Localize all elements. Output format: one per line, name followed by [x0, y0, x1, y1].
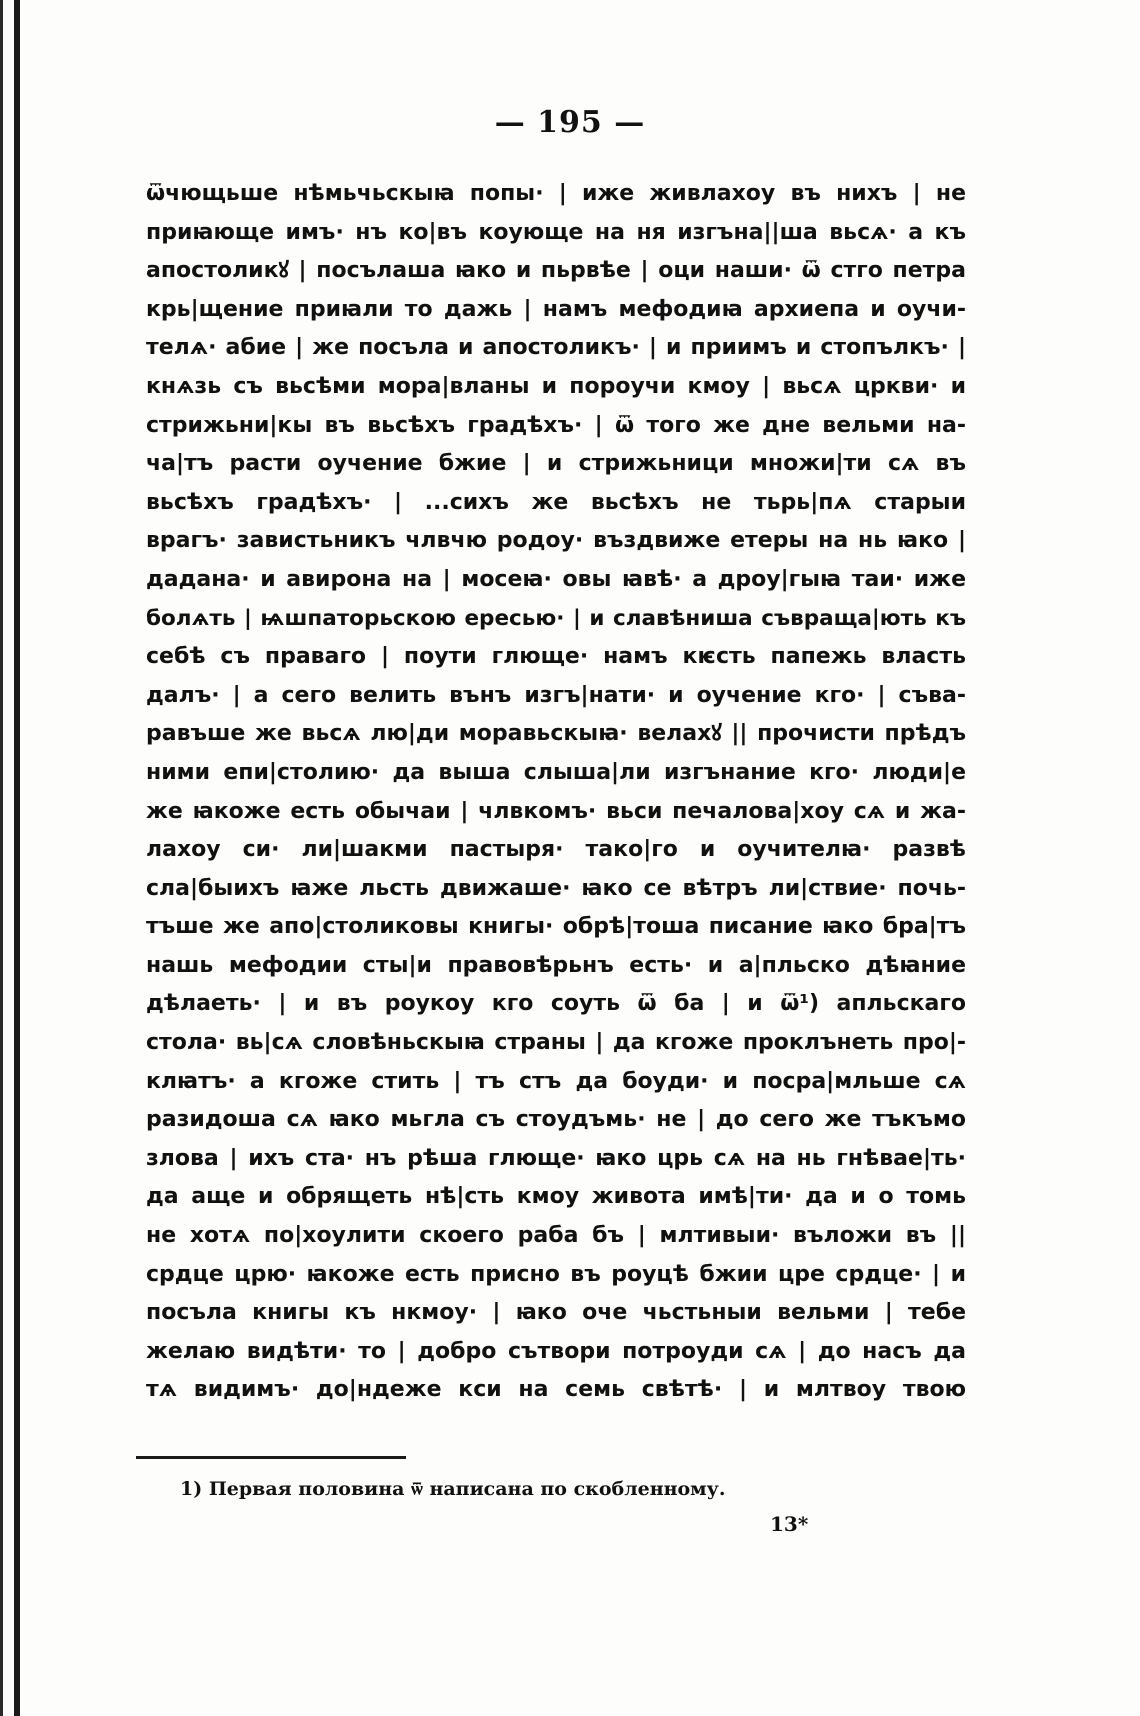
text-line: посъла книгы къ нкмоу· | ꙗко оче чьстьныи вельми | тебе: [146, 1300, 966, 1326]
binding-edge: [14, 0, 20, 1716]
text-line: стола· вь|сѧ словѣньскыꙗ страны | да кгоже проклънеть про|-: [146, 1030, 966, 1056]
text-line: кнѧзь съ вьсѣми мора|вланы и пороучи кмоу | вьсѧ цркви· и: [146, 373, 966, 399]
text-line: телѧ· абие | же посъла и апостоликъ· | и приимъ и стопълкъ· |: [146, 335, 966, 361]
text-line: да аще и обрящеть нѣ|сть кмоу живота имѣ|ти· да и о томь: [146, 1184, 966, 1210]
text-line: далъ· | а сего велить вънъ изгъ|нати· и оучение кго· | съва-: [146, 682, 966, 708]
text-line: себѣ съ праваго | поути глюще· намъ кѥсть папежь власть: [146, 644, 966, 670]
text-line: не хотѧ по|хоулити скоего раба бъ | млтивыи· въложи въ ||: [146, 1223, 966, 1249]
text-line: лахоу си· ли|шакми пастыря· тако|го и оучителꙗ· развѣ: [146, 837, 966, 863]
text-line: болѧть | ѩшпаторьскою ересью· | и славѣниша съвраща|ють къ: [146, 605, 966, 631]
text-line: нашь мефодии сты|и правовѣрьнъ есть· и а|пльско дѣꙗние: [146, 952, 966, 978]
signature-mark: 13*: [770, 1512, 809, 1536]
page-number: — 195 —: [494, 105, 646, 140]
text-line: врагъ· завистьникъ члвчю родоу· въздвиже етеры на нь ꙗко |: [146, 528, 966, 554]
text-line: равъше же вьсѧ лю|ди моравьскыꙗ· велахꙋ || прочисти прѣдъ: [146, 721, 966, 747]
footnote: 1) Первая половина ѿ написана по скобленному.: [180, 1478, 726, 1500]
binding-edge-shadow: [0, 0, 3, 1716]
text-line: тѧ видимъ· до|ндеже кси на семь свѣтѣ· | и млтвоу твою: [146, 1377, 966, 1403]
text-line: приꙗюще имъ· нъ ко|въ коующе на ня изгъна||ша вьсѧ· а къ: [146, 219, 966, 245]
text-line: злова | ихъ ста· нъ рѣша глюще· ꙗко црь сѧ на нь гнѣвае|ть·: [146, 1145, 966, 1171]
text-line: тъше же апо|столиковы книгы· обрѣ|тоша писание ꙗко бра|тъ: [146, 914, 966, 940]
text-line: сла|быихъ ꙗже льсть движаше· ꙗко се вѣтръ ли|ствие· почь-: [146, 875, 966, 901]
text-line: дѣлаеть· | и въ роукоу кго соуть ѿ ба | и ѿ¹) апльскаго: [146, 991, 966, 1017]
text-line: срдце црю· ꙗкоже есть присно въ роуцѣ бжии цре срдце· | и: [146, 1261, 966, 1287]
text-body: [146, 175, 966, 1410]
text-line: апостоликꙋ | посълаша ꙗко и пьрвѣе | оци наши· ѿ стго петра: [146, 258, 966, 284]
text-line: клꙗтъ· а кгоже стить | тъ стъ да боуди· и посра|мльше сѧ: [146, 1068, 966, 1094]
text-line: ча|тъ расти оучение бжие | и стрижьници множи|ти сѧ въ: [146, 451, 966, 477]
text-line: разидоша сѧ ꙗко мьгла съ стоудъмь· не | до сего же тъкъмо: [146, 1107, 966, 1133]
text-line: ними епи|столию· да выша слыша|ли изгънание кго· люди|е: [146, 759, 966, 785]
text-line: желаю видѣти· то | добро сътвори потроуди сѧ | до насъ да: [146, 1338, 966, 1364]
text-line: стрижьни|кы въ вьсѣхъ градѣхъ· | ѿ того же дне вельми на-: [146, 412, 966, 438]
text-line: ѿчющьше нѣмьчьскыꙗ попы· | иже живлахоу въ нихъ | не: [146, 181, 966, 206]
footnote-rule: [136, 1456, 406, 1459]
text-line: же ꙗкоже есть обычаи | члвкомъ· вьси печалова|хоу сѧ и жа-: [146, 798, 966, 824]
text-line: вьсѣхъ градѣхъ· | ...сихъ же вьсѣхъ не тьрь|пѧ старыи: [146, 489, 966, 515]
text-line: дадана· и авирона на | мосеꙗ· овы ꙗвѣ· а дроу|гыꙗ таи· иже: [146, 566, 966, 592]
text-line: крь|щение приꙗли то дажь | намъ мефодиꙗ архиепа и оучи-: [146, 296, 966, 322]
